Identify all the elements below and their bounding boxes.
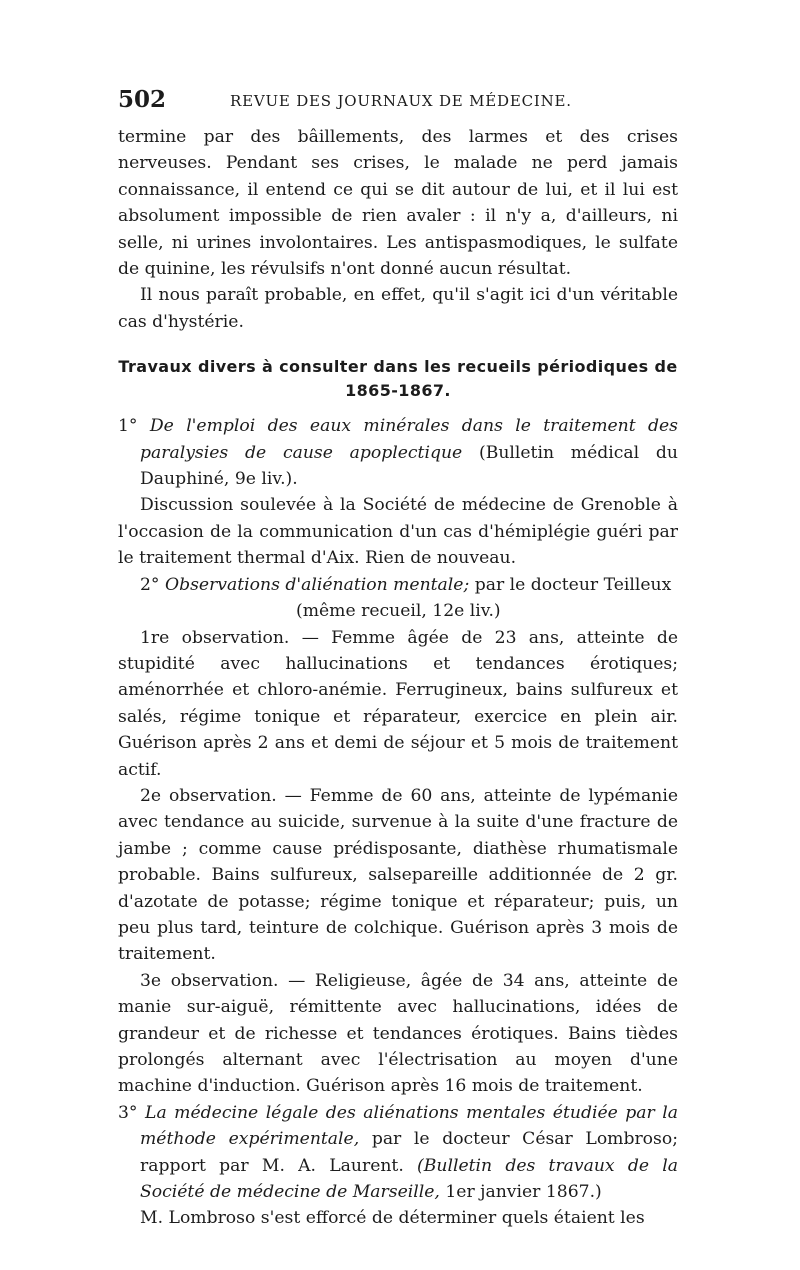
item-1-title: De l'emploi des eaux minérales dans le traitement des paralysies de cause apoplectique — [140, 416, 678, 463]
item-2-source: (même recueil, 12e liv.) — [296, 601, 501, 622]
item-3-date: 1er janvier 1867.) — [445, 1182, 602, 1203]
item-3-reference — [118, 1100, 678, 1206]
item-2-number: 2° — [140, 574, 160, 595]
item-3-author: par le docteur César Lombroso; rapport par M. A. Laurent. — [140, 1129, 678, 1176]
intro-conclusion: Il nous paraît probable, en effet, qu'il s'agit ici d'un véritable cas d'hystérie. — [118, 285, 678, 332]
item-1-number: 1° — [118, 416, 138, 437]
item-2-author: par le docteur Teilleux — [474, 574, 672, 595]
observation-3-text: — Religieuse, âgée de 34 ans, atteinte de manie sur-aiguë, rémittente avec hallucinations, idées de grandeur et de richesse et tendances érotiques. Bains tièdes prolongés alternant avec l'électrisation au moyen d'une machine d'induction. Guérison après 16 mois de traitement. — [118, 970, 678, 1097]
item-1-summary: Discussion soulevée à la Société de médecine de Grenoble à l'occasion de la communication d'un cas d'hémiplégie guéri par le traitement thermal d'Aix. Rien de nouveau. — [118, 495, 678, 569]
running-title: REVUE DES JOURNAUX DE MÉDECINE. — [230, 92, 572, 110]
observation-1-label: 1re observation. — [140, 627, 290, 648]
item-3-number: 3° — [118, 1102, 138, 1123]
item-1-source: (Bulletin médical du Dauphiné, 9e liv.). — [140, 442, 678, 490]
item-3-title: La médecine légale des aliénations mentales étudiée par la méthode expérimentale, — [140, 1102, 678, 1150]
observation-1 — [118, 625, 678, 783]
item-2-reference — [118, 572, 678, 598]
observation-3-label: 3e observation. — [140, 970, 279, 991]
section-title: Travaux divers à consulter dans les recueils périodiques de 1865-1867. — [118, 357, 678, 401]
observation-2 — [118, 783, 678, 968]
item-1-reference — [118, 413, 678, 492]
closing-line: M. Lombroso s'est efforcé de déterminer quels étaient les — [140, 1208, 645, 1229]
observation-1-text: — Femme âgée de 23 ans, atteinte de stupidité avec hallucinations et tendances érotiques; aménorrhée et chloro-anémie. Ferrugineux, bains sulfureux et salés, régime tonique et réparateur, exercice en plein air. Guérison après 2 ans et demi de séjour et 5 mois de traitement actif. — [118, 627, 678, 780]
page-body — [118, 124, 678, 1232]
observation-3 — [118, 968, 678, 1100]
observation-2-text: — Femme de 60 ans, atteinte de lypémanie avec tendance au suicide, survenue à la suite d'une fracture de jambe ; comme cause prédisposante, diathèse rhumatismale probable. Bains sulfureux, salsepareille additionnée de 2 gr. d'azotate de potasse; régime tonique et réparateur; puis, un peu plus tard, teinture de colchique. Guérison après 3 mois de traitement. — [118, 785, 679, 965]
item-2-title: Observations d'aliénation mentale; — [165, 574, 470, 595]
intro-paragraph: termine par des bâillements, des larmes et des crises nerveuses. Pendant ses crises, le malade ne perd jamais connaissance, il entend ce qui se dit autour de lui, et il lui est absolument impossible de rien avaler : il n'y a, d'ailleurs, ni selle, ni urines involontaires. Les antispasmodiques, le sulfate de quinine, les révulsifs n'ont donné aucun résultat. — [118, 127, 678, 280]
page-header — [118, 86, 678, 116]
item-3-source: (Bulletin des travaux de la Société de médecine de Marseille, — [140, 1155, 678, 1203]
page-number: 502 — [118, 86, 167, 113]
observation-2-label: 2e observation. — [140, 785, 277, 806]
